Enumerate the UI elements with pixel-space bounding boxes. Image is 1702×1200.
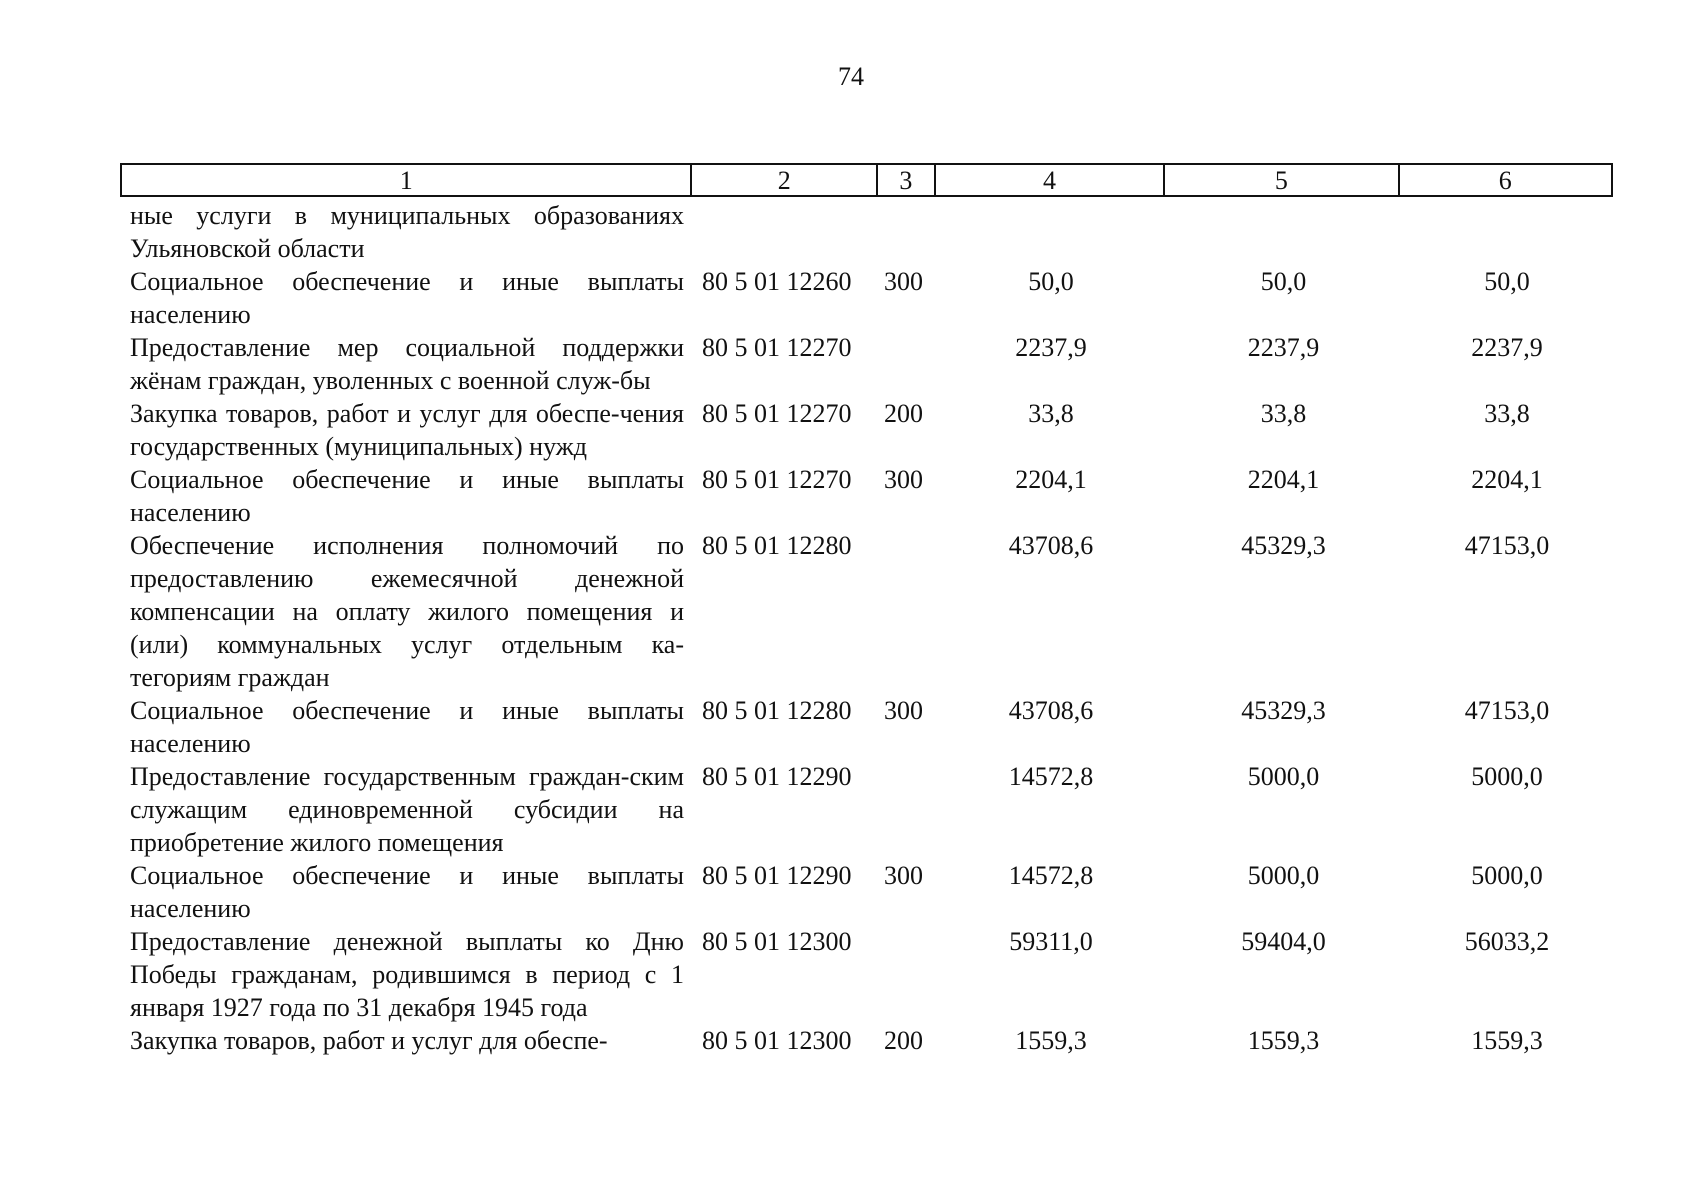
row-name: Социальное обеспечение и иные выплаты населению — [130, 696, 684, 758]
row-code: 80 5 01 12290 — [702, 861, 852, 890]
table-row — [120, 331, 1613, 397]
row-value-col-4: 50,0 — [1028, 267, 1074, 296]
table-row — [120, 694, 1613, 760]
row-code: 80 5 01 12270 — [702, 333, 852, 362]
row-value-col-6: 33,8 — [1484, 399, 1530, 428]
row-code: 80 5 01 12300 — [702, 927, 852, 956]
page-number: 74 — [838, 62, 864, 91]
table-row — [120, 265, 1613, 331]
row-code: 80 5 01 12280 — [702, 531, 852, 560]
row-code: 80 5 01 12290 — [702, 762, 852, 791]
row-type: 300 — [884, 465, 923, 494]
row-name: Социальное обеспечение и иные выплаты населению — [130, 861, 684, 923]
row-value-col-5: 5000,0 — [1247, 861, 1320, 890]
row-value-col-5: 45329,3 — [1241, 531, 1326, 560]
header-col-3: 3 — [878, 165, 936, 195]
row-value-col-6: 50,0 — [1484, 267, 1530, 296]
row-value-col-4: 43708,6 — [1008, 696, 1094, 725]
header-col-4: 4 — [936, 165, 1165, 195]
row-name: Обеспечение исполнения полномочий по предоставлению ежемесячной денежной компенсации на оплату жилого помещения и (или) коммунальных услуг отдельным ка-тегориям граждан — [130, 531, 684, 692]
table-row — [120, 1024, 1613, 1057]
table-row — [120, 859, 1613, 925]
row-value-col-5: 2237,9 — [1247, 333, 1320, 362]
row-name: Закупка товаров, работ и услуг для обеспе-чения государственных (муниципальных) нужд — [130, 399, 684, 461]
header-col-6: 6 — [1498, 166, 1512, 195]
header-col-1: 1 — [122, 165, 692, 195]
row-name: ные услуги в муниципальных образованиях Ульяновской области — [130, 201, 684, 263]
row-code: 80 5 01 12300 — [702, 1026, 852, 1055]
table-header — [120, 163, 1613, 197]
table-row — [120, 925, 1613, 1024]
row-value-col-6: 2237,9 — [1471, 333, 1543, 362]
row-value-col-5: 33,8 — [1260, 399, 1307, 428]
table-row — [120, 760, 1613, 859]
row-value-col-5: 45329,3 — [1241, 696, 1326, 725]
row-type: 300 — [884, 861, 923, 890]
table-row — [120, 463, 1613, 529]
table-row — [120, 397, 1613, 463]
row-code: 80 5 01 12270 — [702, 399, 852, 428]
row-code: 80 5 01 12280 — [702, 696, 852, 725]
row-value-col-6: 5000,0 — [1471, 762, 1543, 791]
row-code: 80 5 01 12270 — [702, 465, 852, 494]
row-value-col-4: 14572,8 — [1008, 762, 1094, 791]
row-name: Предоставление государственным граждан-ским служащим единовременной субсидии на приобретение жилого помещения — [130, 762, 684, 857]
row-value-col-4: 14572,8 — [1008, 861, 1094, 890]
table-body — [120, 199, 1613, 1057]
row-value-col-5: 50,0 — [1260, 267, 1307, 296]
row-value-col-4: 33,8 — [1028, 399, 1074, 428]
row-value-col-6: 1559,3 — [1471, 1026, 1543, 1055]
row-type: 200 — [884, 399, 923, 428]
row-name: Закупка товаров, работ и услуг для обеспе- — [130, 1026, 608, 1055]
header-col-5: 5 — [1165, 165, 1399, 195]
row-value-col-5: 1559,3 — [1247, 1026, 1320, 1055]
header-col-2: 2 — [692, 165, 878, 195]
row-value-col-4: 43708,6 — [1008, 531, 1094, 560]
row-code: 80 5 01 12260 — [702, 267, 852, 296]
row-type: 300 — [884, 696, 923, 725]
row-value-col-6: 47153,0 — [1464, 531, 1550, 560]
row-name: Предоставление мер социальной поддержки жёнам граждан, уволенных с военной служ-бы — [130, 333, 684, 395]
row-value-col-6: 2204,1 — [1471, 465, 1543, 494]
row-value-col-6: 5000,0 — [1471, 861, 1543, 890]
row-name: Предоставление денежной выплаты ко Дню Победы гражданам, родившимся в период с 1 января 1927 года по 31 декабря 1945 года — [130, 927, 684, 1022]
row-value-col-5: 5000,0 — [1247, 762, 1320, 791]
row-type: 300 — [884, 267, 923, 296]
table-row — [120, 199, 1613, 265]
row-value-col-4: 1559,3 — [1015, 1026, 1087, 1055]
row-value-col-5: 2204,1 — [1247, 465, 1320, 494]
row-value-col-6: 56033,2 — [1464, 927, 1550, 956]
row-value-col-5: 59404,0 — [1241, 927, 1326, 956]
row-value-col-6: 47153,0 — [1464, 696, 1550, 725]
table-row — [120, 529, 1613, 694]
budget-table — [120, 163, 1613, 1057]
row-type: 200 — [884, 1026, 923, 1055]
row-value-col-4: 2204,1 — [1015, 465, 1087, 494]
row-name: Социальное обеспечение и иные выплаты населению — [130, 465, 684, 527]
row-name: Социальное обеспечение и иные выплаты населению — [130, 267, 684, 329]
row-value-col-4: 2237,9 — [1015, 333, 1087, 362]
row-value-col-4: 59311,0 — [1009, 927, 1093, 956]
